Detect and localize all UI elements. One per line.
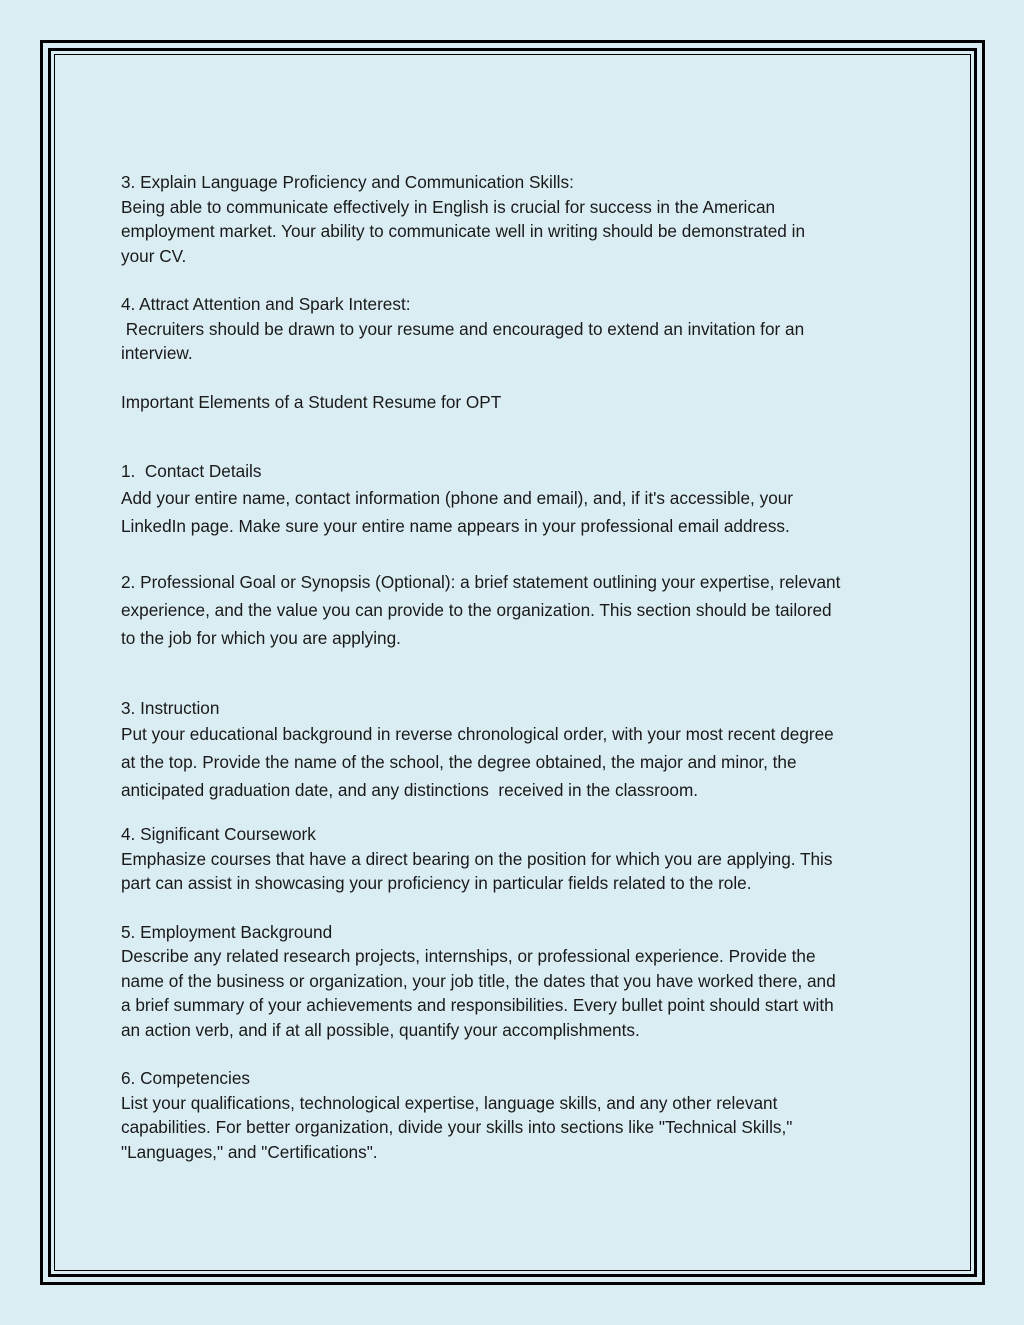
paragraph-line: part can assist in showcasing your proficiency in particular fields related to the role.	[121, 873, 752, 893]
section-heading: 4. Significant Coursework	[121, 824, 316, 844]
paragraph-line: employment market. Your ability to communicate well in writing should be demonstrated in	[121, 221, 806, 241]
spacer	[121, 268, 906, 292]
spacer	[121, 804, 906, 822]
section-heading: 3. Instruction	[121, 697, 220, 718]
document-subtitle: Important Elements of a Student Resume for OPT	[121, 391, 502, 412]
paragraph-line: name of the business or organization, your job title, the dates that you have worked there, and	[121, 970, 836, 991]
section-important-elements-title	[121, 390, 906, 415]
paragraph-line: your CV.	[121, 245, 187, 266]
section-instruction	[121, 696, 906, 805]
paragraph-line: Add your entire name, contact information (phone and email), and, if it's accessible, your	[121, 487, 794, 508]
section-competencies	[121, 1066, 906, 1164]
paragraph-line: List your qualifications, technological expertise, language skills, and any other relevant	[121, 1092, 778, 1113]
section-heading: 6. Competencies	[121, 1068, 250, 1088]
paragraph-line: Being able to communicate effectively in English is crucial for success in the American	[121, 196, 776, 217]
spacer	[121, 1042, 906, 1066]
paragraph-line: Recruiters should be drawn to your resume and encouraged to extend an invitation for an	[121, 318, 805, 339]
section-significant-coursework	[121, 822, 906, 896]
section-heading: 3. Explain Language Proficiency and Communication Skills:	[121, 172, 574, 192]
section-employment-background	[121, 920, 906, 1043]
paragraph-line: 2. Professional Goal or Synopsis (Optional): a brief statement outlining your expertise, relevant	[121, 571, 841, 592]
section-heading: 1. Contact Details	[121, 461, 262, 481]
spacer	[121, 540, 906, 568]
paragraph-line: Put your educational background in reverse chronological order, with your most recent degree	[121, 724, 834, 744]
paragraph-line: interview.	[121, 343, 193, 363]
paragraph-line: an action verb, and if at all possible, quantify your accomplishments.	[121, 1019, 640, 1040]
section-heading: 4. Attract Attention and Spark Interest:	[121, 294, 411, 314]
paragraph-line: experience, and the value you can provide to the organization. This section should be tailored	[121, 599, 832, 620]
section-heading: 5. Employment Background	[121, 921, 333, 942]
paragraph-line: anticipated graduation date, and any distinctions received in the classroom.	[121, 780, 699, 800]
paragraph-line: a brief summary of your achievements and responsibilities. Every bullet point should start with	[121, 995, 834, 1015]
paragraph-line: at the top. Provide the name of the school, the degree obtained, the major and minor, the	[121, 752, 797, 772]
paragraph-line: to the job for which you are applying.	[121, 627, 401, 648]
paragraph-line: Emphasize courses that have a direct bearing on the position for which you are applying. This	[121, 848, 833, 869]
spacer	[121, 652, 906, 696]
spacer	[121, 896, 906, 920]
section-language-proficiency	[121, 170, 906, 268]
paragraph-line: capabilities. For better organization, divide your skills into sections like "Technical Skills,"	[121, 1117, 793, 1137]
document-body	[121, 170, 906, 1164]
section-attract-attention	[121, 292, 906, 366]
section-contact-details	[121, 459, 906, 540]
section-professional-goal	[121, 568, 906, 652]
paragraph-line: LinkedIn page. Make sure your entire name appears in your professional email address.	[121, 515, 790, 536]
paragraph-line: Describe any related research projects, internships, or professional experience. Provide the	[121, 946, 816, 966]
paragraph-line: "Languages," and "Certifications".	[121, 1141, 378, 1162]
spacer	[121, 366, 906, 390]
spacer	[121, 414, 906, 459]
